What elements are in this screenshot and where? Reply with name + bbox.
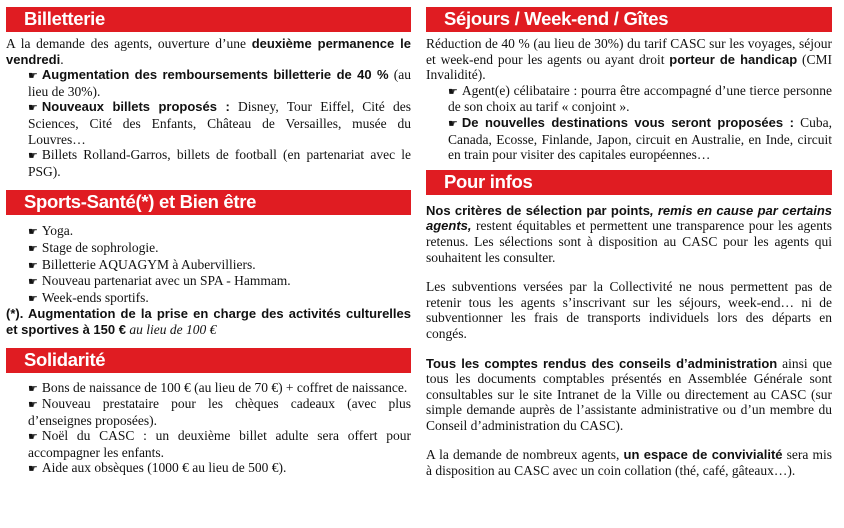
left-column	[6, 0, 411, 477]
infos-section	[426, 203, 832, 479]
sports-item: ☛ Yoga.	[28, 223, 74, 239]
pointing-hand-icon: ☛	[28, 241, 38, 255]
sports-item: ☛ Week-ends sportifs.	[28, 289, 149, 305]
pointing-hand-icon: ☛	[28, 381, 38, 395]
billetterie-title: Billetterie	[24, 8, 106, 29]
sports-title: Sports-Santé(*) et Bien être	[24, 191, 257, 213]
solidarite-header	[6, 348, 411, 373]
sports-section	[6, 223, 411, 337]
pointing-hand-icon: ☛	[28, 462, 38, 476]
sports-item: ☛ Billetterie AQUAGYM à Aubervilliers.	[28, 256, 256, 272]
infos-paragraph-3: Tous les comptes rendus des conseils d’administration ainsi que tous les documents comptables présentés en Assemblée Générale sont consultables sur le site Intranet de la Ville ou directement au CASC (sur simple demande auprès de l’assistante administrative ou d’un membre du Conseil d’administration du CASC).	[426, 355, 832, 433]
solidarite-section	[6, 380, 411, 478]
sports-note: (*). Augmentation de la prise en charge des activités culturelles et sportives à 150 € au lieu de 100 €	[6, 306, 411, 337]
infos-header	[426, 170, 832, 195]
pointing-hand-icon: ☛	[28, 149, 38, 163]
pointing-hand-icon: ☛	[28, 225, 38, 239]
infos-paragraph-4: A la demande de nombreux agents, un espace de convivialité sera mis à disposition au CASC avec un coin collation (thé, café, gâteaux…).	[426, 447, 832, 479]
solidarite-item: ☛ Noël du CASC : un deuxième billet adulte sera offert pour accompagner les enfants.	[28, 428, 411, 460]
sports-item: ☛ Nouveau partenariat avec un SPA - Hammam.	[28, 273, 291, 289]
pointing-hand-icon: ☛	[448, 116, 458, 130]
pointing-hand-icon: ☛	[28, 101, 38, 115]
infos-paragraph-2: Les subventions versées par la Collectivité ne nous permettent pas de retenir tous les agents s’inscrivant sur les séjours, week-end… ni de subventionner les frais de transports individuels lors des départs en congés.	[426, 279, 832, 341]
solidarite-title: Solidarité	[24, 348, 106, 370]
billetterie-intro: A la demande des agents, ouverture d’une deuxième permanence le vendredi.	[6, 36, 412, 67]
solidarite-item: ☛ Bons de naissance de 100 € (au lieu de 70 €) + coffret de naissance.	[28, 379, 408, 395]
pointing-hand-icon: ☛	[28, 69, 38, 83]
solidarite-item: ☛ Nouveau prestataire pour les chèques cadeaux (avec plus d’enseignes proposées).	[28, 396, 411, 428]
billetterie-section	[6, 36, 411, 179]
sports-header	[6, 190, 411, 215]
spacer	[426, 433, 832, 447]
sejours-title: Séjours / Week-end / Gîtes	[444, 8, 669, 29]
billetterie-header	[6, 7, 411, 32]
sejours-section	[426, 36, 832, 163]
pointing-hand-icon: ☛	[28, 291, 38, 305]
billetterie-item-1: ☛ Augmentation des remboursements billetterie de 40 % (au lieu de 30%).	[28, 67, 411, 99]
billetterie-item-3: ☛ Billets Rolland-Garros, billets de football (en partenariat avec le PSG).	[28, 147, 411, 179]
pointing-hand-icon: ☛	[28, 430, 38, 444]
sejours-intro: Réduction de 40 % (au lieu de 30%) du tarif CASC sur les voyages, séjour et week-end pour les agents ou ayant droit porteur de handicap (CMI Invalidité).	[426, 36, 832, 83]
billetterie-item-2: ☛ Nouveaux billets proposés : Disney, Tour Eiffel, Cité des Sciences, Cité des Enfants, Château de Versailles, musée du Louvres…	[28, 99, 412, 147]
spacer	[426, 342, 832, 356]
pointing-hand-icon: ☛	[28, 258, 38, 272]
infos-title: Pour infos	[444, 170, 533, 192]
pointing-hand-icon: ☛	[448, 84, 458, 98]
sejours-header	[426, 7, 832, 32]
infos-paragraph-1: Nos critères de sélection par points, remis en cause par certains agents, restent équitables et permettent une transparence pour les agents retenus. Les sélections sont à disposition au CASC pour les agents qui souhaitent les consulter.	[426, 202, 832, 265]
spacer	[426, 265, 832, 279]
solidarite-item: ☛ Aide aux obsèques (1000 € au lieu de 500 €).	[28, 460, 287, 476]
pointing-hand-icon: ☛	[28, 398, 38, 412]
right-column	[426, 0, 832, 479]
sports-item: ☛ Stage de sophrologie.	[28, 239, 159, 255]
pointing-hand-icon: ☛	[28, 275, 38, 289]
sejours-item-2: ☛ De nouvelles destinations vous seront proposées : Cuba, Canada, Ecosse, Finlande, Japon, circuit en Australie, en Inde, circuit en train pour visiter des capitales européennes…	[448, 114, 832, 163]
sejours-item-1: ☛ Agent(e) célibataire : pourra être accompagné d’une tierce personne de son choix au tarif « conjoint ».	[448, 82, 832, 115]
